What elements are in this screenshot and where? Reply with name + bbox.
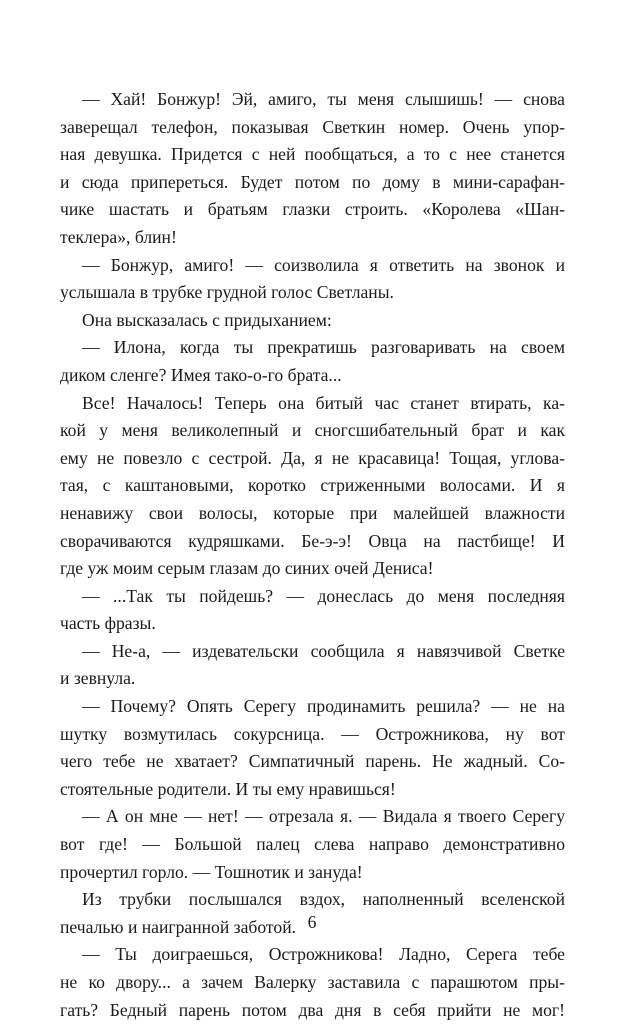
text-line: диком сленге? Имея тако-о-го брата... xyxy=(60,364,342,385)
text-line: Из трубки послышался вздох, наполненный вселенской xyxy=(82,889,565,910)
text-line: не ко двору... а зачем Валерку заставила с парашютом пры- xyxy=(60,972,565,992)
text-line: — А он мне — нет! — отрезала я. — Видала я твоего Серегу xyxy=(82,806,565,827)
text-line: — Почему? Опять Серегу продинамить решила? — не на xyxy=(82,696,565,717)
text-line: — ...Так ты пойдешь? — донеслась до меня последняя xyxy=(82,585,565,606)
text-line: где уж моим серым глазам до синих очей Дениса! xyxy=(60,558,434,579)
text-line: — Не-а, — издевательски сообщила я навязчивой Светке xyxy=(82,640,565,661)
text-line: и зевнула. xyxy=(60,668,136,689)
text-line: Она высказалась с придыханием: xyxy=(82,309,332,330)
text-line: Все! Началось! Теперь она битый час станет втирать, ка- xyxy=(82,392,565,413)
text-line: заверещал телефон, показывая Светкин номер. Очень упор- xyxy=(60,116,565,137)
text-line: тая, с каштановыми, коротко стриженными волосами. И я xyxy=(60,475,565,496)
text-line: сворачиваются кудряшками. Бе-э-э! Овца на пастбище! И xyxy=(60,530,565,551)
text-line: чике шастать и братьям глазки строить. «Королева «Шан- xyxy=(60,199,565,220)
text-line: чего тебе не хватает? Симпатичный парень. Не жадный. Со- xyxy=(60,751,565,772)
text-line: печалью и наигранной заботой. xyxy=(60,916,297,937)
text-line: ная девушка. Придется с ней пообщаться, а то с нее станется xyxy=(60,144,565,165)
text-line: услышала в трубке грудной голос Светланы. xyxy=(60,282,394,303)
text-line: — Бонжур, амиго! — соизволила я ответить на звонок и xyxy=(82,254,565,275)
text-line: шутку возмутилась сокурсница. — Острожникова, ну вот xyxy=(60,723,565,744)
text-line: стоятельные родители. И ты ему нравишься! xyxy=(60,778,396,799)
body-text xyxy=(60,86,565,1024)
text-line: — Илона, когда ты прекратишь разговаривать на своем xyxy=(82,337,565,358)
text-line: и сюда припереться. Будет потом по дому в мини-сарафан- xyxy=(60,171,565,192)
text-line: кой у меня великолепный и сногсшибательный брат и как xyxy=(60,420,565,441)
text-line: вот где! — Большой палец слева направо демонстративно xyxy=(60,834,565,855)
text-line: гать? Бедный парень потом два дня в себя прийти не мог! xyxy=(60,999,565,1020)
text-line: часть фразы. xyxy=(60,613,156,634)
text-line: — Хай! Бонжур! Эй, амиго, ты меня слышишь! — снова xyxy=(82,89,565,109)
text-line: теклера», блин! xyxy=(60,226,177,247)
text-line: прочертил горло. — Тошнотик и зануда! xyxy=(60,861,363,882)
text-line: ему не повезло с сестрой. Да, я не красавица! Тощая, углова- xyxy=(60,447,565,468)
text-line: ненавижу свои волосы, которые при малейшей влажности xyxy=(60,502,565,523)
page-number: 6 xyxy=(307,912,317,932)
text-line: — Ты доиграешься, Острожникова! Ладно, Серега тебе xyxy=(82,944,565,965)
